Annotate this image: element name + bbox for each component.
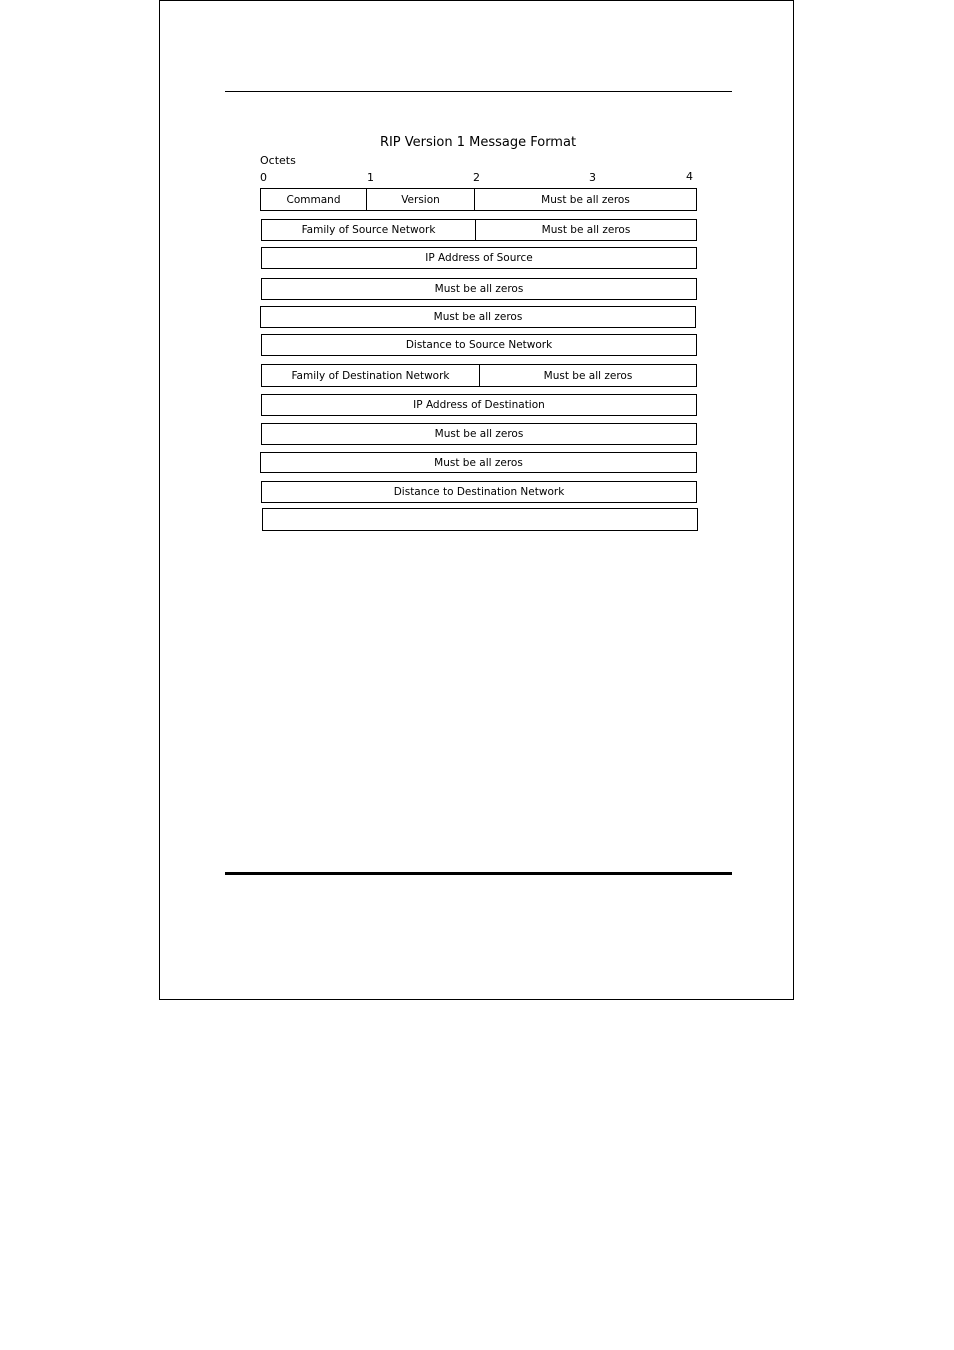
field-version: Version [366, 189, 474, 210]
field-distance-destination: Distance to Destination Network [393, 486, 565, 498]
field-row-distance-destination [261, 481, 697, 503]
field-zeros: Must be all zeros [475, 220, 696, 240]
header-rule [225, 91, 732, 92]
field-row-zeros [261, 423, 697, 445]
octet-tick-2: 2 [473, 171, 480, 184]
field-zeros: Must be all zeros [434, 428, 524, 440]
field-zeros: Must be all zeros [434, 456, 523, 469]
octet-tick-4: 4 [686, 170, 693, 183]
octet-tick-1: 1 [367, 171, 374, 184]
field-zeros: Must be all zeros [474, 189, 696, 210]
field-command: Command [286, 193, 341, 206]
field-row-zeros [260, 306, 696, 328]
octets-label: Octets [260, 154, 296, 167]
diagram-title: RIP Version 1 Message Format [379, 135, 577, 150]
field-row-empty [262, 508, 698, 531]
field-zeros: Must be all zeros [479, 365, 696, 386]
field-row-destination-family [261, 364, 697, 387]
field-zeros: Must be all zeros [434, 283, 524, 295]
field-row-distance-source [261, 334, 697, 356]
field-ip-destination: IP Address of Destination [413, 399, 545, 411]
octet-tick-3: 3 [589, 171, 596, 184]
footer-rule [225, 872, 732, 875]
field-family-destination: Family of Destination Network [291, 369, 450, 382]
field-row-command-version [260, 188, 697, 211]
field-row-ip-source [261, 247, 697, 269]
field-row-zeros [261, 278, 697, 300]
field-row-ip-destination [261, 394, 697, 416]
octet-tick-0: 0 [260, 171, 267, 184]
field-distance-source: Distance to Source Network [405, 339, 553, 351]
field-row-zeros [260, 452, 697, 473]
field-row-source-family [261, 219, 697, 241]
field-zeros: Must be all zeros [433, 311, 523, 323]
field-ip-source: IP Address of Source [425, 252, 533, 264]
field-family-source: Family of Source Network [301, 224, 436, 236]
field-empty [263, 509, 697, 530]
